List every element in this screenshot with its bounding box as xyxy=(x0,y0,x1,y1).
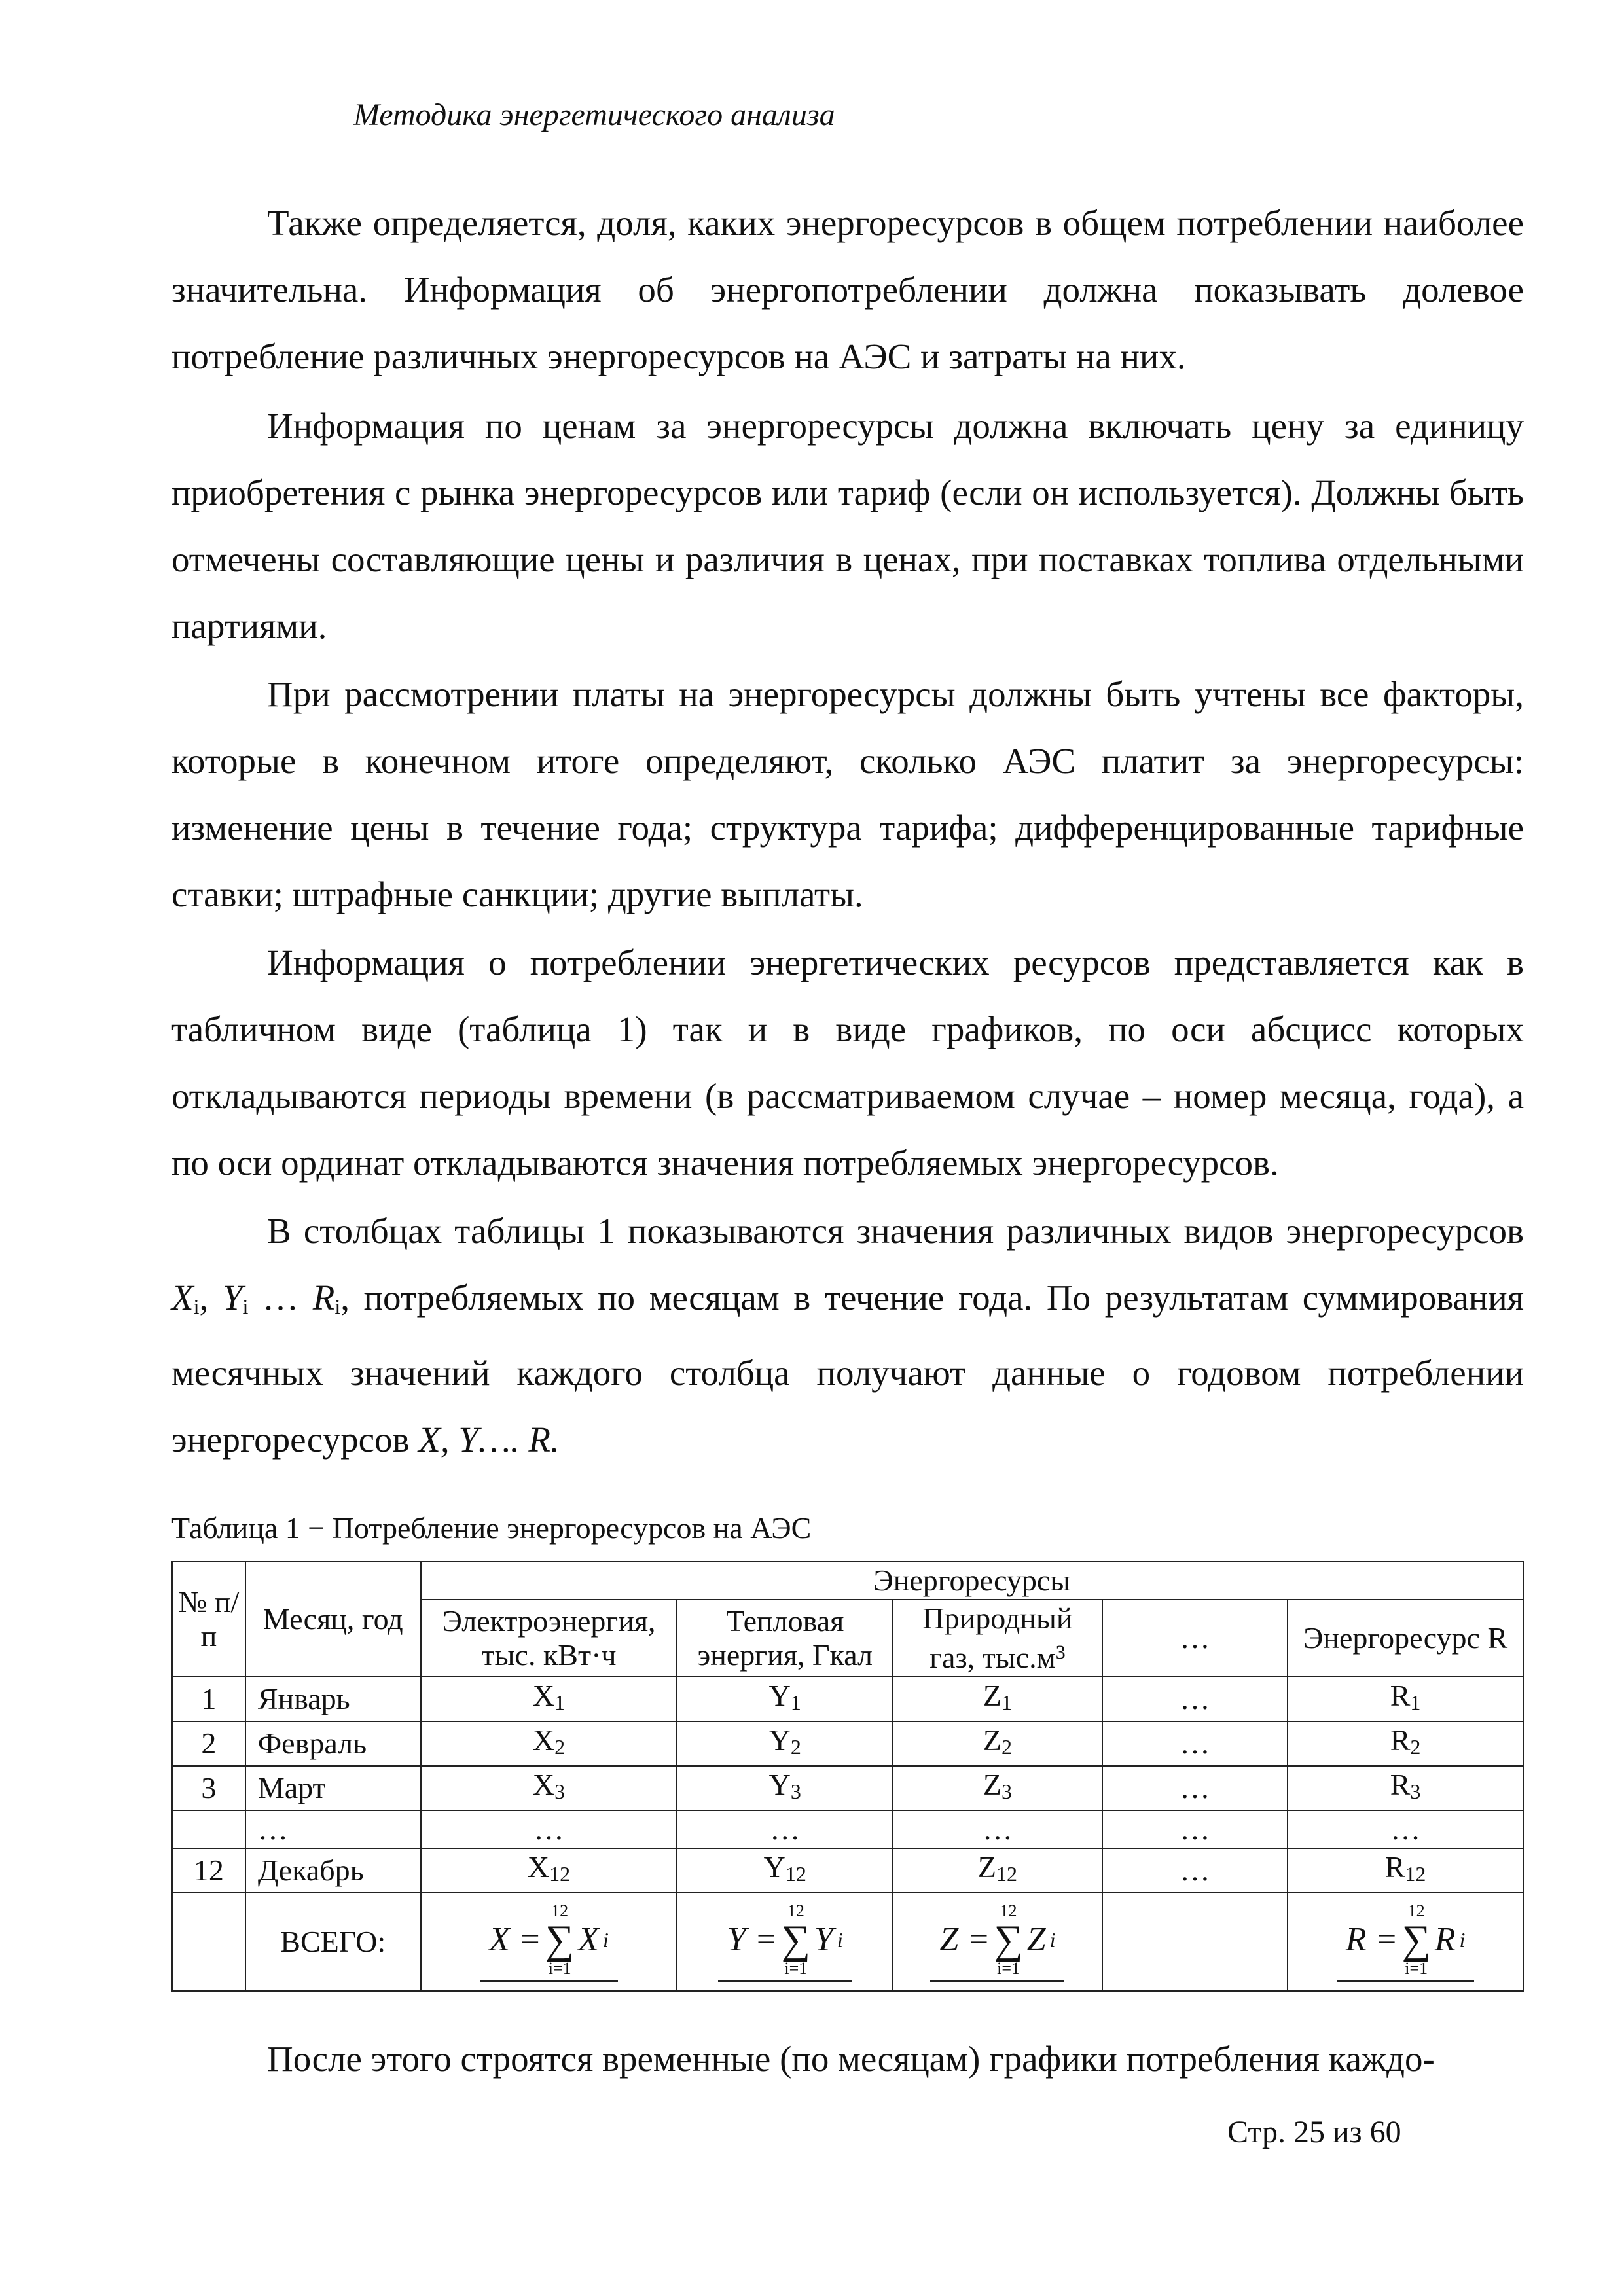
cell-y: Y1 xyxy=(677,1677,893,1721)
cell-r: R2 xyxy=(1288,1721,1523,1766)
cell-month: Январь xyxy=(245,1677,421,1721)
cell-z: … xyxy=(893,1810,1102,1848)
cell-x: … xyxy=(421,1810,677,1848)
table-header-row xyxy=(172,1562,1523,1600)
table-caption: Таблица 1 − Потребление энергоресурсов на АЭС xyxy=(171,1511,812,1545)
energy-consumption-table xyxy=(171,1561,1524,1992)
header-resource-r: Энергоресурс R xyxy=(1288,1600,1523,1677)
table-row xyxy=(172,1810,1523,1848)
cell-number: 2 xyxy=(172,1721,245,1766)
cell-sum-x: X = 12 ∑ i=1 X i xyxy=(421,1893,677,1991)
table-row xyxy=(172,1766,1523,1810)
table-row xyxy=(172,1677,1523,1721)
paragraph-3: При рассмотрении платы на энергоресурсы должны быть учтены все факторы, которые в конечном итоге определяют, сколько АЭС платит за энергоресурсы: изменение цены в течение года; структура тарифа; дифференцированные тарифные ставки; штрафные санкции; другие выплаты. xyxy=(171,674,1524,914)
cell-number: 3 xyxy=(172,1766,245,1810)
table-row xyxy=(172,1721,1523,1766)
page-header: Методика энергетического анализа xyxy=(353,98,835,132)
cell-z: Z12 xyxy=(893,1848,1102,1893)
cell-number: 1 xyxy=(172,1677,245,1721)
paragraph-5: В столбцах таблицы 1 показываются значения различных видов энергоресурсов Xi, Yi … Ri, потребляемых по месяцам в течение года. По результатам суммирования месячных значений каждого столбца получают данные о годовом потреблении энергоресурсов X, Y…. R. xyxy=(171,1211,1525,1460)
last-paragraph: После этого строятся временные (по месяцам) графики потребления каждо- xyxy=(267,2039,1435,2079)
cell-x: X2 xyxy=(421,1721,677,1766)
header-number: № п/п xyxy=(172,1562,245,1677)
cell-number xyxy=(172,1893,245,1991)
cell-y: Y2 xyxy=(677,1721,893,1766)
cell-total-label: ВСЕГО: xyxy=(245,1893,421,1991)
header-energy-resources: Энергоресурсы xyxy=(421,1562,1523,1600)
cell-month: Декабрь xyxy=(245,1848,421,1893)
cell-z: Z1 xyxy=(893,1677,1102,1721)
cell-x: X3 xyxy=(421,1766,677,1810)
page-number: Стр. 25 из 60 xyxy=(1227,2115,1401,2149)
cell-dots: … xyxy=(1102,1810,1288,1848)
table-total-row xyxy=(172,1893,1523,1991)
table-row xyxy=(172,1848,1523,1893)
cell-month: Февраль xyxy=(245,1721,421,1766)
cell-r: R1 xyxy=(1288,1677,1523,1721)
cell-z: Z2 xyxy=(893,1721,1102,1766)
paragraph-4: Информация о потреблении энергетических ресурсов представляется как в табличном виде (таблица 1) так и в виде графиков, по оси абсцисс которых откладываются периоды времени (в рассматриваемом случае – номер месяца, года), а по оси ординат откладываются значения потребляемых энергоресурсов. xyxy=(171,942,1524,1183)
cell-y: … xyxy=(677,1810,893,1848)
cell-r: … xyxy=(1288,1810,1523,1848)
cell-dots: … xyxy=(1102,1721,1288,1766)
cell-dots xyxy=(1102,1893,1288,1991)
cell-number: 12 xyxy=(172,1848,245,1893)
cell-month: Март xyxy=(245,1766,421,1810)
cell-dots: … xyxy=(1102,1677,1288,1721)
cell-number xyxy=(172,1810,245,1848)
header-electricity: Электроэнергия, тыс. кВт·ч xyxy=(421,1600,677,1677)
cell-z: Z3 xyxy=(893,1766,1102,1810)
header-dots: … xyxy=(1102,1600,1288,1677)
cell-sum-z: Z = 12 ∑ i=1 Z i xyxy=(893,1893,1102,1991)
cell-r: R12 xyxy=(1288,1848,1523,1893)
cell-dots: … xyxy=(1102,1766,1288,1810)
cell-sum-r: R = 12 ∑ i=1 R i xyxy=(1288,1893,1523,1991)
cell-x: X12 xyxy=(421,1848,677,1893)
cell-y: Y3 xyxy=(677,1766,893,1810)
cell-x: X1 xyxy=(421,1677,677,1721)
cell-month: … xyxy=(245,1810,421,1848)
paragraph-1: Также определяется, доля, каких энергоресурсов в общем потреблении наиболее значительна. Информация об энергопотреблении должна показывать долевое потребление различных энергоресурсов на АЭС и затраты на них. xyxy=(171,203,1524,376)
header-month: Месяц, год xyxy=(245,1562,421,1677)
header-gas: Природный газ, $тыс.м^3$ xyxy=(893,1600,1102,1677)
cell-y: Y12 xyxy=(677,1848,893,1893)
cell-dots: … xyxy=(1102,1848,1288,1893)
cell-sum-y: Y = 12 ∑ i=1 Y i xyxy=(677,1893,893,1991)
paragraph-2: Информация по ценам за энергоресурсы должна включать цену за единицу приобретения с рынка энергоресурсов или тариф (если он используется). Должны быть отмечены составляющие цены и различия в ценах, при поставках топлива отдельными партиями. xyxy=(171,406,1524,646)
cell-r: R3 xyxy=(1288,1766,1523,1810)
header-heat: Тепловая энергия, Гкал xyxy=(677,1600,893,1677)
